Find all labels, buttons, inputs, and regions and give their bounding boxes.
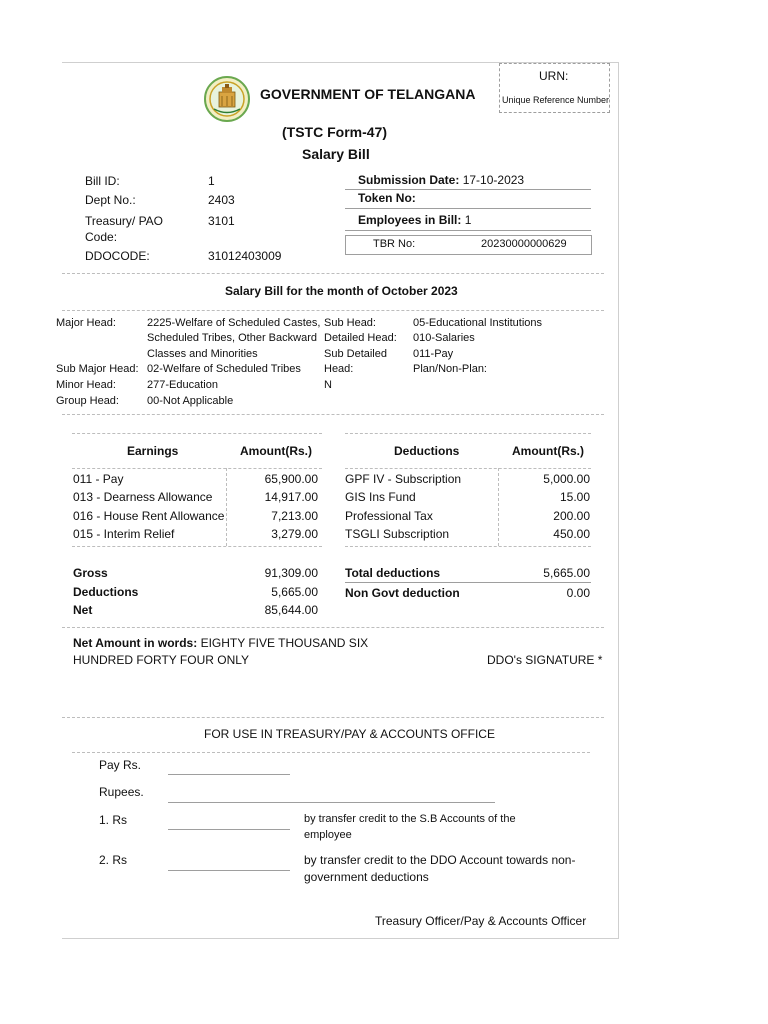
divider (72, 433, 322, 434)
earnings-header: Earnings (127, 444, 179, 458)
major-head-label: Major Head: (56, 317, 116, 329)
earning-name: 016 - House Rent Allowance (73, 509, 225, 523)
net-value: 85,644.00 (264, 603, 318, 617)
divider (345, 189, 591, 190)
group-head-value: 00-Not Applicable (147, 395, 234, 407)
sub-head-value: 05-Educational Institutions (413, 317, 543, 329)
earning-row (72, 527, 318, 543)
pay-rs-label: Pay Rs. (99, 758, 142, 772)
dept-value: 2403 (208, 193, 235, 207)
earning-row (72, 472, 318, 488)
bill-id-value: 1 (208, 174, 215, 188)
earning-name: 013 - Dearness Allowance (73, 490, 213, 504)
rupees-line (168, 802, 495, 803)
divider (62, 273, 604, 274)
major-head-line-2: Scheduled Tribes, Other Backward (147, 332, 317, 344)
deductions-header: Deductions (394, 444, 460, 458)
urn-caption: Unique Reference Number (502, 95, 610, 105)
divider (345, 468, 591, 469)
bill-title: Salary Bill (302, 146, 370, 162)
rs2-desc-2: government deductions (304, 870, 429, 884)
deduction-row (345, 490, 590, 506)
divider (72, 546, 322, 547)
submission-date-label: Submission Date: (358, 173, 460, 187)
treasury-section-title: FOR USE IN TREASURY/PAY & ACCOUNTS OFFICE (204, 727, 495, 741)
deductions-total-value: 5,665.00 (271, 585, 318, 599)
divider (345, 582, 591, 583)
ddocode-label: DDOCODE: (85, 249, 150, 263)
rupees-label: Rupees. (99, 785, 144, 799)
net-words-line-1: EIGHTY FIVE THOUSAND SIX (200, 636, 369, 650)
bill-id-label: Bill ID: (85, 174, 120, 188)
deduction-amount: 5,000.00 (543, 472, 590, 486)
divider (62, 627, 604, 628)
detailed-head-label: Detailed Head: (324, 332, 397, 344)
divider (345, 546, 591, 547)
major-head-line-3: Classes and Minorities (147, 348, 258, 360)
earning-row (72, 509, 318, 525)
month-title: Salary Bill for the month of October 2023 (225, 284, 458, 298)
ddocode-value: 31012403009 (208, 249, 282, 263)
sub-detailed-value: 011-Pay (413, 348, 454, 360)
group-head-label: Group Head: (56, 395, 119, 407)
deduction-row (345, 509, 590, 525)
deductions-total-label: Deductions (73, 585, 139, 599)
dept-label: Dept No.: (85, 193, 136, 207)
pay-rs-line (168, 774, 290, 775)
rs2-desc-1: by transfer credit to the DDO Account towards non- (304, 853, 576, 867)
divider (345, 230, 591, 231)
net-amount-words (73, 636, 368, 650)
non-govt-value: 0.00 (566, 586, 590, 600)
earning-amount: 7,213.00 (271, 509, 318, 523)
treasury-value: 3101 (208, 214, 235, 228)
deduction-name: GPF IV - Subscription (345, 472, 462, 486)
deduction-row (345, 472, 590, 488)
gross-label: Gross (73, 566, 108, 580)
form-title: (TSTC Form-47) (282, 124, 387, 140)
plan-label: Plan/Non-Plan: (413, 363, 487, 375)
government-title: GOVERNMENT OF TELANGANA (260, 86, 476, 102)
deductions-amount-header: Amount(Rs.) (512, 444, 584, 458)
earning-amount: 3,279.00 (271, 527, 318, 541)
minor-head-label: Minor Head: (56, 379, 116, 391)
deduction-amount: 200.00 (553, 509, 590, 523)
deduction-row (345, 527, 590, 543)
gross-value: 91,309.00 (264, 566, 318, 580)
rs2-label: 2. Rs (99, 853, 128, 867)
treasury-officer-signature: Treasury Officer/Pay & Accounts Officer (375, 914, 587, 928)
divider (345, 208, 591, 209)
divider (62, 310, 604, 311)
rs1-desc-2: employee (304, 829, 352, 841)
net-label: Net (73, 603, 93, 617)
divider (72, 752, 590, 753)
detailed-head-value: 010-Salaries (413, 332, 475, 344)
ddo-signature: DDO's SIGNATURE * (487, 653, 603, 667)
earning-row (72, 490, 318, 506)
deduction-name: TSGLI Subscription (345, 527, 450, 541)
sub-detailed-label-1: Sub Detailed (324, 348, 387, 360)
rs2-line (168, 870, 290, 871)
net-words-line-2: HUNDRED FORTY FOUR ONLY (73, 653, 250, 667)
urn-label: URN: (539, 69, 569, 83)
employees-value: 1 (464, 213, 472, 227)
deduction-name: GIS Ins Fund (345, 490, 416, 504)
treasury-label-2: Code: (85, 230, 118, 244)
telangana-emblem-icon (204, 76, 250, 122)
divider (62, 717, 604, 718)
earning-name: 011 - Pay (73, 472, 124, 486)
major-head-line-1: 2225-Welfare of Scheduled Castes, (147, 317, 321, 329)
deduction-amount: 450.00 (553, 527, 590, 541)
earning-amount: 14,917.00 (264, 490, 318, 504)
rs1-line (168, 829, 290, 830)
submission-date (358, 173, 524, 187)
submission-date-value: 17-10-2023 (462, 173, 525, 187)
deduction-amount: 15.00 (559, 490, 590, 504)
divider (72, 468, 322, 469)
tbr-value: 20230000000629 (481, 238, 567, 250)
total-deductions-value: 5,665.00 (543, 566, 590, 580)
tbr-label: TBR No: (373, 238, 416, 250)
rs1-desc-1: by transfer credit to the S.B Accounts of the (304, 813, 516, 825)
sub-detailed-label-2: Head: (324, 363, 354, 375)
non-govt-label: Non Govt deduction (345, 586, 460, 600)
treasury-label-1: Treasury/ PAO (85, 214, 164, 228)
net-words-label: Net Amount in words: (73, 636, 198, 650)
plan-value: N (324, 379, 332, 391)
earning-amount: 65,900.00 (264, 472, 318, 486)
token-label: Token No: (358, 191, 416, 205)
divider (62, 414, 604, 415)
deduction-name: Professional Tax (345, 509, 433, 523)
earnings-amount-header: Amount(Rs.) (240, 444, 312, 458)
earning-name: 015 - Interim Relief (73, 527, 175, 541)
total-deductions-label: Total deductions (345, 566, 441, 580)
employees-in-bill (358, 213, 471, 227)
sub-head-label: Sub Head: (324, 317, 376, 329)
sub-major-head-value: 02-Welfare of Scheduled Tribes (147, 363, 301, 375)
divider (345, 433, 591, 434)
rs1-label: 1. Rs (99, 813, 128, 827)
employees-label: Employees in Bill: (358, 213, 462, 227)
minor-head-value: 277-Education (147, 379, 218, 391)
sub-major-head-label: Sub Major Head: (56, 363, 139, 375)
